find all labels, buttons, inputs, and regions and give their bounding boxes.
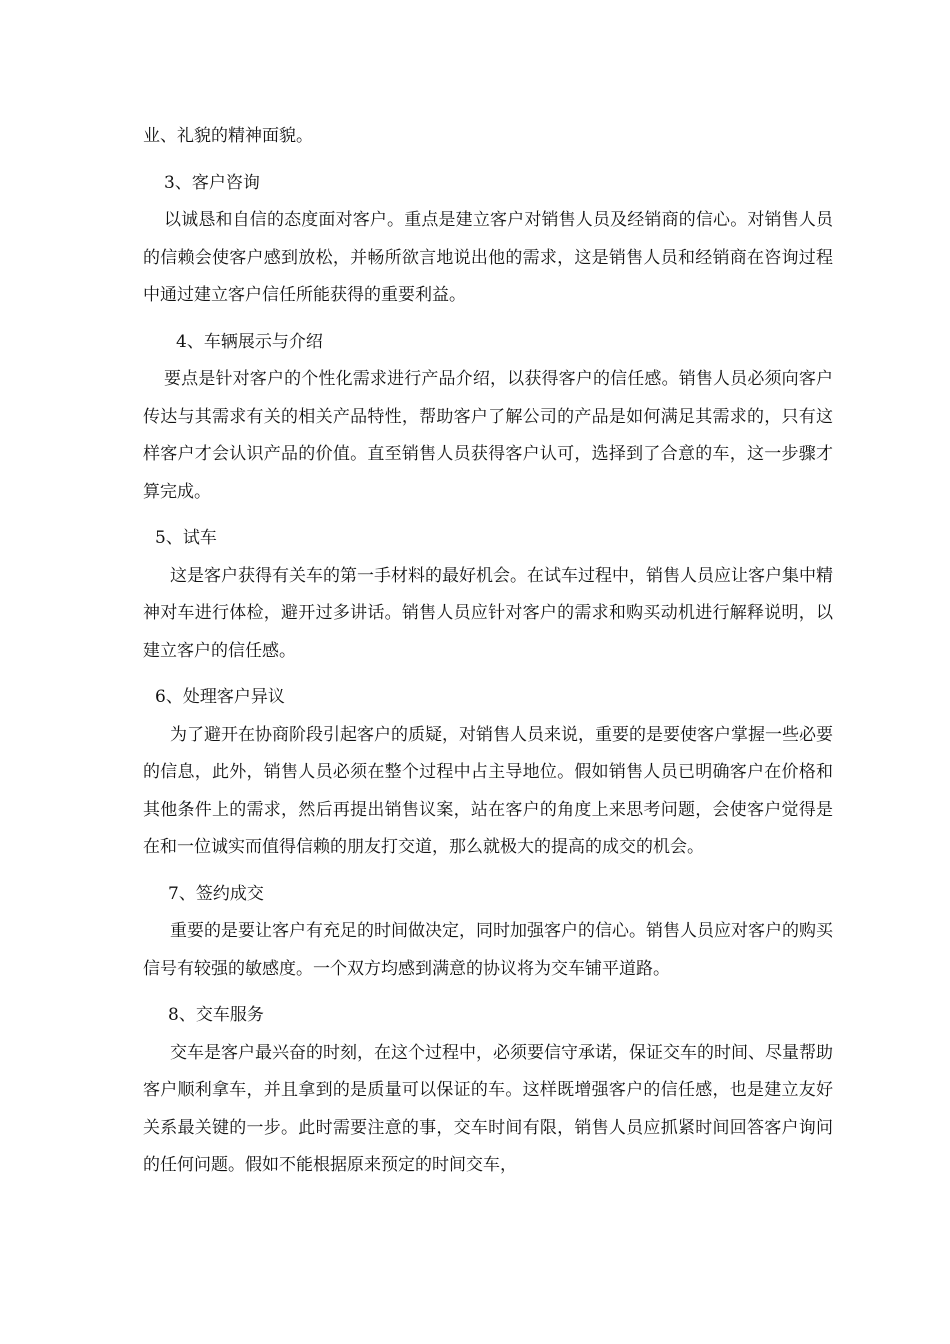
section-heading-3: 3、客户咨询 bbox=[164, 172, 260, 193]
section-body-7: 重要的是要让客户有充足的时间做决定，同时加强客户的信心。销售人员应对客户的购买信号有较强的敏感度。一个双方均感到满意的协议将为交车铺平道路。 bbox=[143, 921, 833, 979]
section-heading-6: 6、处理客户异议 bbox=[155, 687, 285, 707]
section-body-6: 为了避开在协商阶段引起客户的质疑，对销售人员来说，重要的是要使客户掌握一些必要的信息，此外，销售人员必须在整个过程中占主导地位。假如销售人员已明确客户在价格和其他条件上的需求，然后再提出销售议案，站在客户的角度上来思考问题，会使客户觉得是在和一位诚实而值得信赖的朋友打交道，那么就极大的提高的成交的机会。 bbox=[143, 724, 833, 857]
section-heading-5: 5、试车 bbox=[155, 528, 217, 548]
section-body-4: 要点是针对客户的个性化需求进行产品介绍，以获得客户的信任感。销售人员必须向客户传达与其需求有关的相关产品特性，帮助客户了解公司的产品是如何满足其需求的，只有这样客户才会认识产品的价值。直至销售人员获得客户认可，选择到了合意的车，这一步骤才算完成。 bbox=[143, 369, 833, 502]
section-heading-8: 8、交车服务 bbox=[168, 1005, 264, 1025]
section-heading-4: 4、车辆展示与介绍 bbox=[176, 331, 323, 352]
intro-paragraph-tail: 业、礼貌的精神面貌。 bbox=[143, 126, 313, 146]
document-body bbox=[143, 118, 833, 1185]
section-body-8: 交车是客户最兴奋的时刻，在这个过程中，必须要信守承诺，保证交车的时间、尽量帮助客户顺利拿车，并且拿到的是质量可以保证的车。这样既增强客户的信任感，也是建立友好关系最关键的一步。此时需要注意的事，交车时间有限，销售人员应抓紧时间回答客户询问的任何问题。假如不能根据原来预定的时间交车， bbox=[143, 1042, 833, 1175]
section-body-3: 以诚恳和自信的态度面对客户。重点是建立客户对销售人员及经销商的信心。对销售人员的信赖会使客户感到放松，并畅所欲言地说出他的需求，这是销售人员和经销商在咨询过程中通过建立客户信任所能获得的重要利益。 bbox=[143, 210, 833, 305]
section-heading-7: 7、签约成交 bbox=[168, 883, 264, 904]
section-body-5: 这是客户获得有关车的第一手材料的最好机会。在试车过程中，销售人员应让客户集中精神对车进行体检，避开过多讲话。销售人员应针对客户的需求和购买动机进行解释说明，以建立客户的信任感。 bbox=[143, 565, 833, 661]
